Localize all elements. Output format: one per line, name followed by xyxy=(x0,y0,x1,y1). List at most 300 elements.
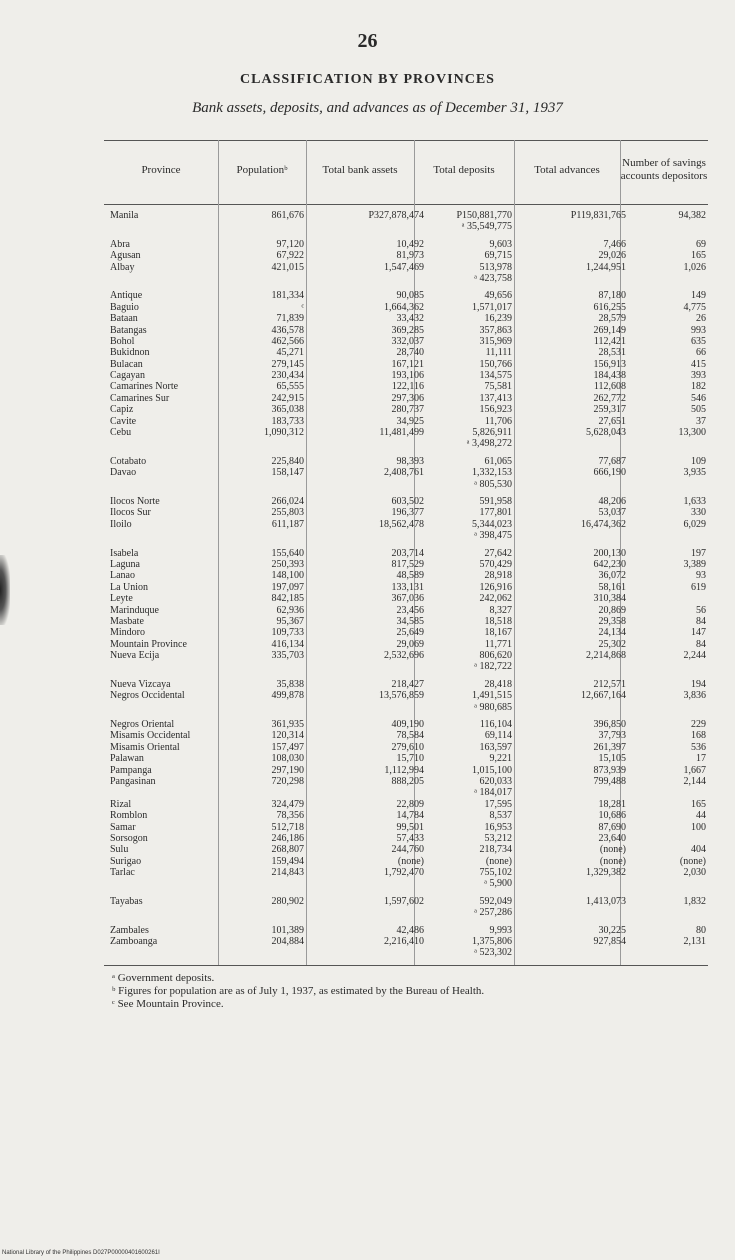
assets-cell: 14,784 xyxy=(396,810,424,822)
depositors-cell: 3,935 xyxy=(683,467,706,479)
province-cell: Masbate xyxy=(110,615,144,627)
table-row xyxy=(104,262,708,273)
depositors-cell: 84 xyxy=(696,638,706,650)
population-cell: 230,434 xyxy=(271,370,304,382)
advances-cell: 927,854 xyxy=(593,936,626,948)
table-row xyxy=(104,559,708,570)
assets-cell: 279,610 xyxy=(391,741,424,753)
province-cell: Leyte xyxy=(110,593,133,605)
depositors-cell: 635 xyxy=(691,335,706,347)
table-row xyxy=(104,679,708,690)
advances-cell: 20,869 xyxy=(598,604,626,616)
population-cell: 95,367 xyxy=(276,615,304,627)
table-row xyxy=(104,799,708,810)
table-row xyxy=(104,313,708,324)
province-cell: Pampanga xyxy=(110,764,152,776)
advances-cell: 36,072 xyxy=(598,570,626,582)
table-row xyxy=(104,867,708,878)
population-cell: 109,733 xyxy=(271,627,304,639)
table-row xyxy=(104,936,708,947)
population-cell: 108,030 xyxy=(271,753,304,765)
population-cell: 120,314 xyxy=(271,730,304,742)
depositors-cell: 546 xyxy=(691,392,706,404)
assets-cell: 48,589 xyxy=(396,570,424,582)
advances-cell: 1,244,951 xyxy=(586,261,626,273)
advances-cell: (none) xyxy=(599,855,626,867)
population-cell: 157,497 xyxy=(271,741,304,753)
province-cell: Misamis Occidental xyxy=(110,730,191,742)
depositors-cell: 229 xyxy=(691,719,706,731)
table-row xyxy=(104,302,708,313)
assets-cell: 409,190 xyxy=(391,719,424,731)
assets-cell: 280,737 xyxy=(391,404,424,416)
depositors-cell: 17 xyxy=(696,753,706,765)
depositors-cell: 94,382 xyxy=(678,210,706,221)
deposits-cell: ᵃ 35,549,775 xyxy=(461,221,512,233)
population-cell: 183,733 xyxy=(271,415,304,427)
population-cell: 842,185 xyxy=(271,593,304,605)
table-row xyxy=(104,753,708,764)
table-row xyxy=(104,210,708,221)
depositors-cell: (none) xyxy=(679,855,706,867)
population-cell: 155,640 xyxy=(271,547,304,559)
header-bottom-rule xyxy=(104,204,708,205)
province-cell: Zambales xyxy=(110,924,149,936)
advances-cell: 1,413,073 xyxy=(586,895,626,907)
deposits-cell: 8,327 xyxy=(489,604,512,616)
table-row xyxy=(104,427,708,438)
assets-cell: 28,740 xyxy=(396,347,424,359)
deposits-cell: 28,918 xyxy=(484,570,512,582)
deposits-cell: 137,413 xyxy=(479,392,512,404)
table-row xyxy=(104,507,708,518)
population-cell: 361,935 xyxy=(271,719,304,731)
assets-cell: 133,131 xyxy=(391,581,424,593)
depositors-cell: 619 xyxy=(691,581,706,593)
depositors-cell: 44 xyxy=(696,810,706,822)
advances-cell: 87,690 xyxy=(598,821,626,833)
advances-cell: 10,686 xyxy=(598,810,626,822)
deposits-cell: 11,706 xyxy=(484,415,512,427)
advances-cell: 184,438 xyxy=(593,370,626,382)
population-cell: 462,566 xyxy=(271,335,304,347)
population-cell: 246,186 xyxy=(271,832,304,844)
assets-cell: 1,547,469 xyxy=(384,261,424,273)
deposits-cell: 9,221 xyxy=(489,753,512,765)
table-row xyxy=(104,404,708,415)
depositors-cell: 13,300 xyxy=(678,427,706,439)
table-row xyxy=(104,605,708,616)
advances-cell: 261,397 xyxy=(593,741,626,753)
population-cell: 266,024 xyxy=(271,495,304,507)
advances-cell: 112,421 xyxy=(593,335,626,347)
province-cell: Baguio xyxy=(110,301,139,313)
table-row xyxy=(104,730,708,741)
province-cell: Cagayan xyxy=(110,370,145,382)
province-cell: Negros Occidental xyxy=(110,690,185,702)
advances-cell: 7,466 xyxy=(603,238,626,250)
province-cell: Cavite xyxy=(110,415,137,427)
deposits-cell: ᵃ 423,758 xyxy=(474,272,512,284)
population-cell: 421,015 xyxy=(271,261,304,273)
table-row xyxy=(104,776,708,787)
deposits-cell: 357,863 xyxy=(479,324,512,336)
deposits-cell: 69,114 xyxy=(484,730,512,742)
depositors-cell: 536 xyxy=(691,741,706,753)
page-title: CLASSIFICATION BY PROVINCES xyxy=(240,72,495,87)
deposits-cell: 9,993 xyxy=(489,924,512,936)
table-row xyxy=(104,719,708,730)
advances-cell: 87,180 xyxy=(598,290,626,302)
advances-cell: 29,358 xyxy=(598,615,626,627)
table-row xyxy=(104,325,708,336)
table-row xyxy=(104,661,708,672)
province-cell: Capiz xyxy=(110,404,134,416)
province-cell: Surigao xyxy=(110,855,142,867)
population-cell: 181,334 xyxy=(271,290,304,302)
population-cell: 197,097 xyxy=(271,581,304,593)
deposits-cell: 755,102 xyxy=(479,867,512,879)
deposits-cell: 177,801 xyxy=(479,507,512,519)
depositors-cell: 6,029 xyxy=(683,518,706,530)
deposits-cell: 163,597 xyxy=(479,741,512,753)
population-cell: 225,840 xyxy=(271,455,304,467)
deposits-cell: 156,923 xyxy=(479,404,512,416)
province-cell: Cebu xyxy=(110,427,132,439)
depositors-cell: 26 xyxy=(696,313,706,325)
province-cell: Palawan xyxy=(110,753,144,765)
advances-cell: 873,939 xyxy=(593,764,626,776)
advances-cell: 112,608 xyxy=(593,381,626,393)
assets-cell: 98,393 xyxy=(396,455,424,467)
table-row xyxy=(104,479,708,490)
advances-cell: 53,037 xyxy=(598,507,626,519)
table-row xyxy=(104,742,708,753)
deposits-cell: ᵃ 182,722 xyxy=(474,661,512,673)
table-row xyxy=(104,593,708,604)
assets-cell: 367,036 xyxy=(391,593,424,605)
deposits-cell: P150,881,770 xyxy=(456,210,512,221)
header-total-advances: Total advances xyxy=(534,163,600,176)
table-row xyxy=(104,844,708,855)
province-cell: Abra xyxy=(110,238,130,250)
deposits-cell: 150,766 xyxy=(479,358,512,370)
assets-cell: 42,486 xyxy=(396,924,424,936)
advances-cell: 269,149 xyxy=(593,324,626,336)
assets-cell: 297,306 xyxy=(391,392,424,404)
province-cell: La Union xyxy=(110,581,149,593)
population-cell: 71,839 xyxy=(276,313,304,325)
table-row xyxy=(104,650,708,661)
table-row xyxy=(104,702,708,713)
table-row xyxy=(104,239,708,250)
deposits-cell: ᵃ 980,685 xyxy=(474,701,512,713)
population-cell: 101,389 xyxy=(271,924,304,936)
province-cell: Tayabas xyxy=(110,895,143,907)
deposits-cell: 11,111 xyxy=(485,347,512,359)
table-row xyxy=(104,381,708,392)
depositors-cell: 3,836 xyxy=(683,690,706,702)
depositors-cell: 4,775 xyxy=(683,301,706,313)
province-cell: Bohol xyxy=(110,335,135,347)
deposits-cell: 513,978 xyxy=(479,261,512,273)
advances-cell: 200,130 xyxy=(593,547,626,559)
table-row xyxy=(104,907,708,918)
table-row xyxy=(104,570,708,581)
assets-cell: 193,106 xyxy=(391,370,424,382)
province-cell: Rizal xyxy=(110,798,132,810)
advances-cell: 77,687 xyxy=(598,455,626,467)
deposits-cell: 61,065 xyxy=(484,455,512,467)
deposits-cell: 218,734 xyxy=(479,844,512,856)
province-cell: Bulacan xyxy=(110,358,143,370)
province-cell: Mindoro xyxy=(110,627,145,639)
depositors-cell: 147 xyxy=(691,627,706,639)
table-row xyxy=(104,393,708,404)
advances-cell: 259,317 xyxy=(593,404,626,416)
depositors-cell: 1,832 xyxy=(683,895,706,907)
depositors-cell: 2,244 xyxy=(683,650,706,662)
depositors-cell: 404 xyxy=(691,844,706,856)
deposits-cell: 53,212 xyxy=(484,832,512,844)
assets-cell: 203,714 xyxy=(391,547,424,559)
population-cell: 1,090,312 xyxy=(264,427,304,439)
assets-cell: 2,216,410 xyxy=(384,936,424,948)
table-row xyxy=(104,250,708,261)
assets-cell: 90,085 xyxy=(396,290,424,302)
table-row xyxy=(104,290,708,301)
population-cell: 268,807 xyxy=(271,844,304,856)
population-cell: 78,356 xyxy=(276,810,304,822)
advances-cell: 18,281 xyxy=(598,798,626,810)
assets-cell: 34,585 xyxy=(396,615,424,627)
depositors-cell: 2,030 xyxy=(683,867,706,879)
population-cell: 280,902 xyxy=(271,895,304,907)
deposits-cell: 18,518 xyxy=(484,615,512,627)
province-cell: Samar xyxy=(110,821,136,833)
table-row xyxy=(104,273,708,284)
table-row xyxy=(104,530,708,541)
province-cell: Iloilo xyxy=(110,518,132,530)
table-row xyxy=(104,833,708,844)
table-row xyxy=(104,810,708,821)
population-cell: 365,038 xyxy=(271,404,304,416)
province-cell: Bukidnon xyxy=(110,347,150,359)
depositors-cell: 149 xyxy=(691,290,706,302)
deposits-cell: 1,571,017 xyxy=(472,301,512,313)
province-cell: Camarines Norte xyxy=(110,381,179,393)
population-cell: 204,884 xyxy=(271,936,304,948)
table-row xyxy=(104,467,708,478)
deposits-cell: 1,015,100 xyxy=(472,764,512,776)
population-cell: 250,393 xyxy=(271,558,304,570)
assets-cell: 218,427 xyxy=(391,678,424,690)
depositors-cell: 1,026 xyxy=(683,261,706,273)
header-total-deposits: Total deposits xyxy=(433,163,495,176)
depositors-cell: 165 xyxy=(691,250,706,262)
population-cell: 324,479 xyxy=(271,798,304,810)
table-row xyxy=(104,456,708,467)
advances-cell: 12,667,164 xyxy=(581,690,626,702)
province-cell: Camarines Sur xyxy=(110,392,170,404)
table-row xyxy=(104,359,708,370)
province-cell: Antique xyxy=(110,290,143,302)
depositors-cell: 84 xyxy=(696,615,706,627)
depositors-cell: 93 xyxy=(696,570,706,582)
advances-cell: 29,026 xyxy=(598,250,626,262)
table-row xyxy=(104,582,708,593)
depositors-cell: 109 xyxy=(691,455,706,467)
deposits-cell: 592,049 xyxy=(479,895,512,907)
province-cell: Mountain Province xyxy=(110,638,187,650)
assets-cell: 2,408,761 xyxy=(384,467,424,479)
table-row xyxy=(104,221,708,232)
province-cell: Isabela xyxy=(110,547,139,559)
deposits-cell: 126,916 xyxy=(479,581,512,593)
population-cell: 255,803 xyxy=(271,507,304,519)
assets-cell: 99,501 xyxy=(396,821,424,833)
depositors-cell: 69 xyxy=(696,238,706,250)
advances-cell: 15,105 xyxy=(598,753,626,765)
province-cell: Misamis Oriental xyxy=(110,741,180,753)
advances-cell: 48,206 xyxy=(598,495,626,507)
advances-cell: 616,255 xyxy=(593,301,626,313)
table-row xyxy=(104,856,708,867)
depositors-cell: 3,389 xyxy=(683,558,706,570)
assets-cell: 888,205 xyxy=(391,775,424,787)
advances-cell: 5,628,043 xyxy=(586,427,626,439)
population-cell: ᶜ xyxy=(301,301,304,313)
table-row xyxy=(104,639,708,650)
table-row xyxy=(104,878,708,889)
deposits-cell: 49,656 xyxy=(484,290,512,302)
deposits-cell: 27,642 xyxy=(484,547,512,559)
province-cell: Davao xyxy=(110,467,137,479)
depositors-cell: 505 xyxy=(691,404,706,416)
advances-cell: 28,579 xyxy=(598,313,626,325)
deposits-cell: 134,575 xyxy=(479,370,512,382)
advances-cell: 799,488 xyxy=(593,775,626,787)
deposits-cell: 116,104 xyxy=(479,719,512,731)
assets-cell: 196,377 xyxy=(391,507,424,519)
advances-cell: 642,230 xyxy=(593,558,626,570)
assets-cell: 22,809 xyxy=(396,798,424,810)
deposits-cell: 1,375,806 xyxy=(472,936,512,948)
deposits-cell: 28,418 xyxy=(484,678,512,690)
deposits-cell: ᵃ 3,498,272 xyxy=(466,438,512,450)
assets-cell: 33,432 xyxy=(396,313,424,325)
population-cell: 611,187 xyxy=(271,518,304,530)
province-cell: Negros Oriental xyxy=(110,719,175,731)
depositors-cell: 197 xyxy=(691,547,706,559)
assets-cell: P327,878,474 xyxy=(368,210,424,221)
province-cell: Marinduque xyxy=(110,604,159,616)
table-row xyxy=(104,822,708,833)
assets-cell: 1,597,602 xyxy=(384,895,424,907)
table-body xyxy=(104,210,708,959)
assets-cell: 78,584 xyxy=(396,730,424,742)
assets-cell: 1,112,994 xyxy=(384,764,424,776)
table-row xyxy=(104,438,708,449)
assets-cell: 817,529 xyxy=(391,558,424,570)
population-cell: 416,134 xyxy=(271,638,304,650)
deposits-cell: ᵃ 805,530 xyxy=(474,478,512,490)
table-row xyxy=(104,690,708,701)
deposits-cell: ᵃ 257,286 xyxy=(474,907,512,919)
deposits-cell: 5,344,023 xyxy=(472,518,512,530)
advances-cell: (none) xyxy=(599,844,626,856)
province-cell: Agusan xyxy=(110,250,141,262)
assets-cell: 369,285 xyxy=(391,324,424,336)
assets-cell: 332,037 xyxy=(391,335,424,347)
province-cell: Ilocos Sur xyxy=(110,507,151,519)
depositors-cell: 194 xyxy=(691,678,706,690)
advances-cell: 25,302 xyxy=(598,638,626,650)
depositors-cell: 2,144 xyxy=(683,775,706,787)
population-cell: 436,578 xyxy=(271,324,304,336)
footnote-a: ᵃ Government deposits. xyxy=(112,972,215,984)
province-cell: Bataan xyxy=(110,313,138,325)
footnote-c: ᶜ See Mountain Province. xyxy=(112,998,224,1010)
table-row xyxy=(104,548,708,559)
assets-cell: 244,760 xyxy=(391,844,424,856)
deposits-cell: 620,033 xyxy=(479,775,512,787)
advances-cell: 212,571 xyxy=(593,678,626,690)
deposits-cell: 9,603 xyxy=(489,238,512,250)
population-cell: 279,145 xyxy=(271,358,304,370)
table-row xyxy=(104,896,708,907)
assets-cell: 15,710 xyxy=(396,753,424,765)
population-cell: 158,147 xyxy=(271,467,304,479)
table-row xyxy=(104,787,708,798)
advances-cell: 58,161 xyxy=(598,581,626,593)
depositors-cell: 165 xyxy=(691,798,706,810)
assets-cell: 603,502 xyxy=(391,495,424,507)
assets-cell: 10,492 xyxy=(396,238,424,250)
advances-cell: 2,214,868 xyxy=(586,650,626,662)
province-cell: Romblon xyxy=(110,810,148,822)
assets-cell: 13,576,859 xyxy=(379,690,424,702)
advances-cell: 30,225 xyxy=(598,924,626,936)
deposits-cell: 11,771 xyxy=(484,638,512,650)
advances-cell: 24,134 xyxy=(598,627,626,639)
page-subtitle: Bank assets, deposits, and advances as of December 31, 1937 xyxy=(192,100,563,116)
assets-cell: 34,925 xyxy=(396,415,424,427)
population-cell: 45,271 xyxy=(276,347,304,359)
province-cell: Nueva Ecija xyxy=(110,650,160,662)
population-cell: 297,190 xyxy=(271,764,304,776)
advances-cell: 396,850 xyxy=(593,719,626,731)
header-number-of-depositors: Number of savings accounts depositors xyxy=(620,157,708,182)
deposits-cell: ᵃ 523,302 xyxy=(474,947,512,959)
deposits-cell: ᵃ 184,017 xyxy=(474,787,512,799)
population-cell: 335,703 xyxy=(271,650,304,662)
assets-cell: 81,973 xyxy=(396,250,424,262)
depositors-cell: 56 xyxy=(696,604,706,616)
deposits-cell: 5,826,911 xyxy=(472,427,512,439)
province-cell: Zamboanga xyxy=(110,936,158,948)
population-cell: 214,843 xyxy=(271,867,304,879)
assets-cell: 57,433 xyxy=(396,832,424,844)
deposits-cell: 16,953 xyxy=(484,821,512,833)
province-cell: Ilocos Norte xyxy=(110,495,160,507)
population-cell: 65,555 xyxy=(276,381,304,393)
advances-cell: 37,793 xyxy=(598,730,626,742)
province-cell: Laguna xyxy=(110,558,140,570)
header-population: Populationᵇ xyxy=(236,163,288,176)
assets-cell: 23,456 xyxy=(396,604,424,616)
deposits-cell: 1,332,153 xyxy=(472,467,512,479)
